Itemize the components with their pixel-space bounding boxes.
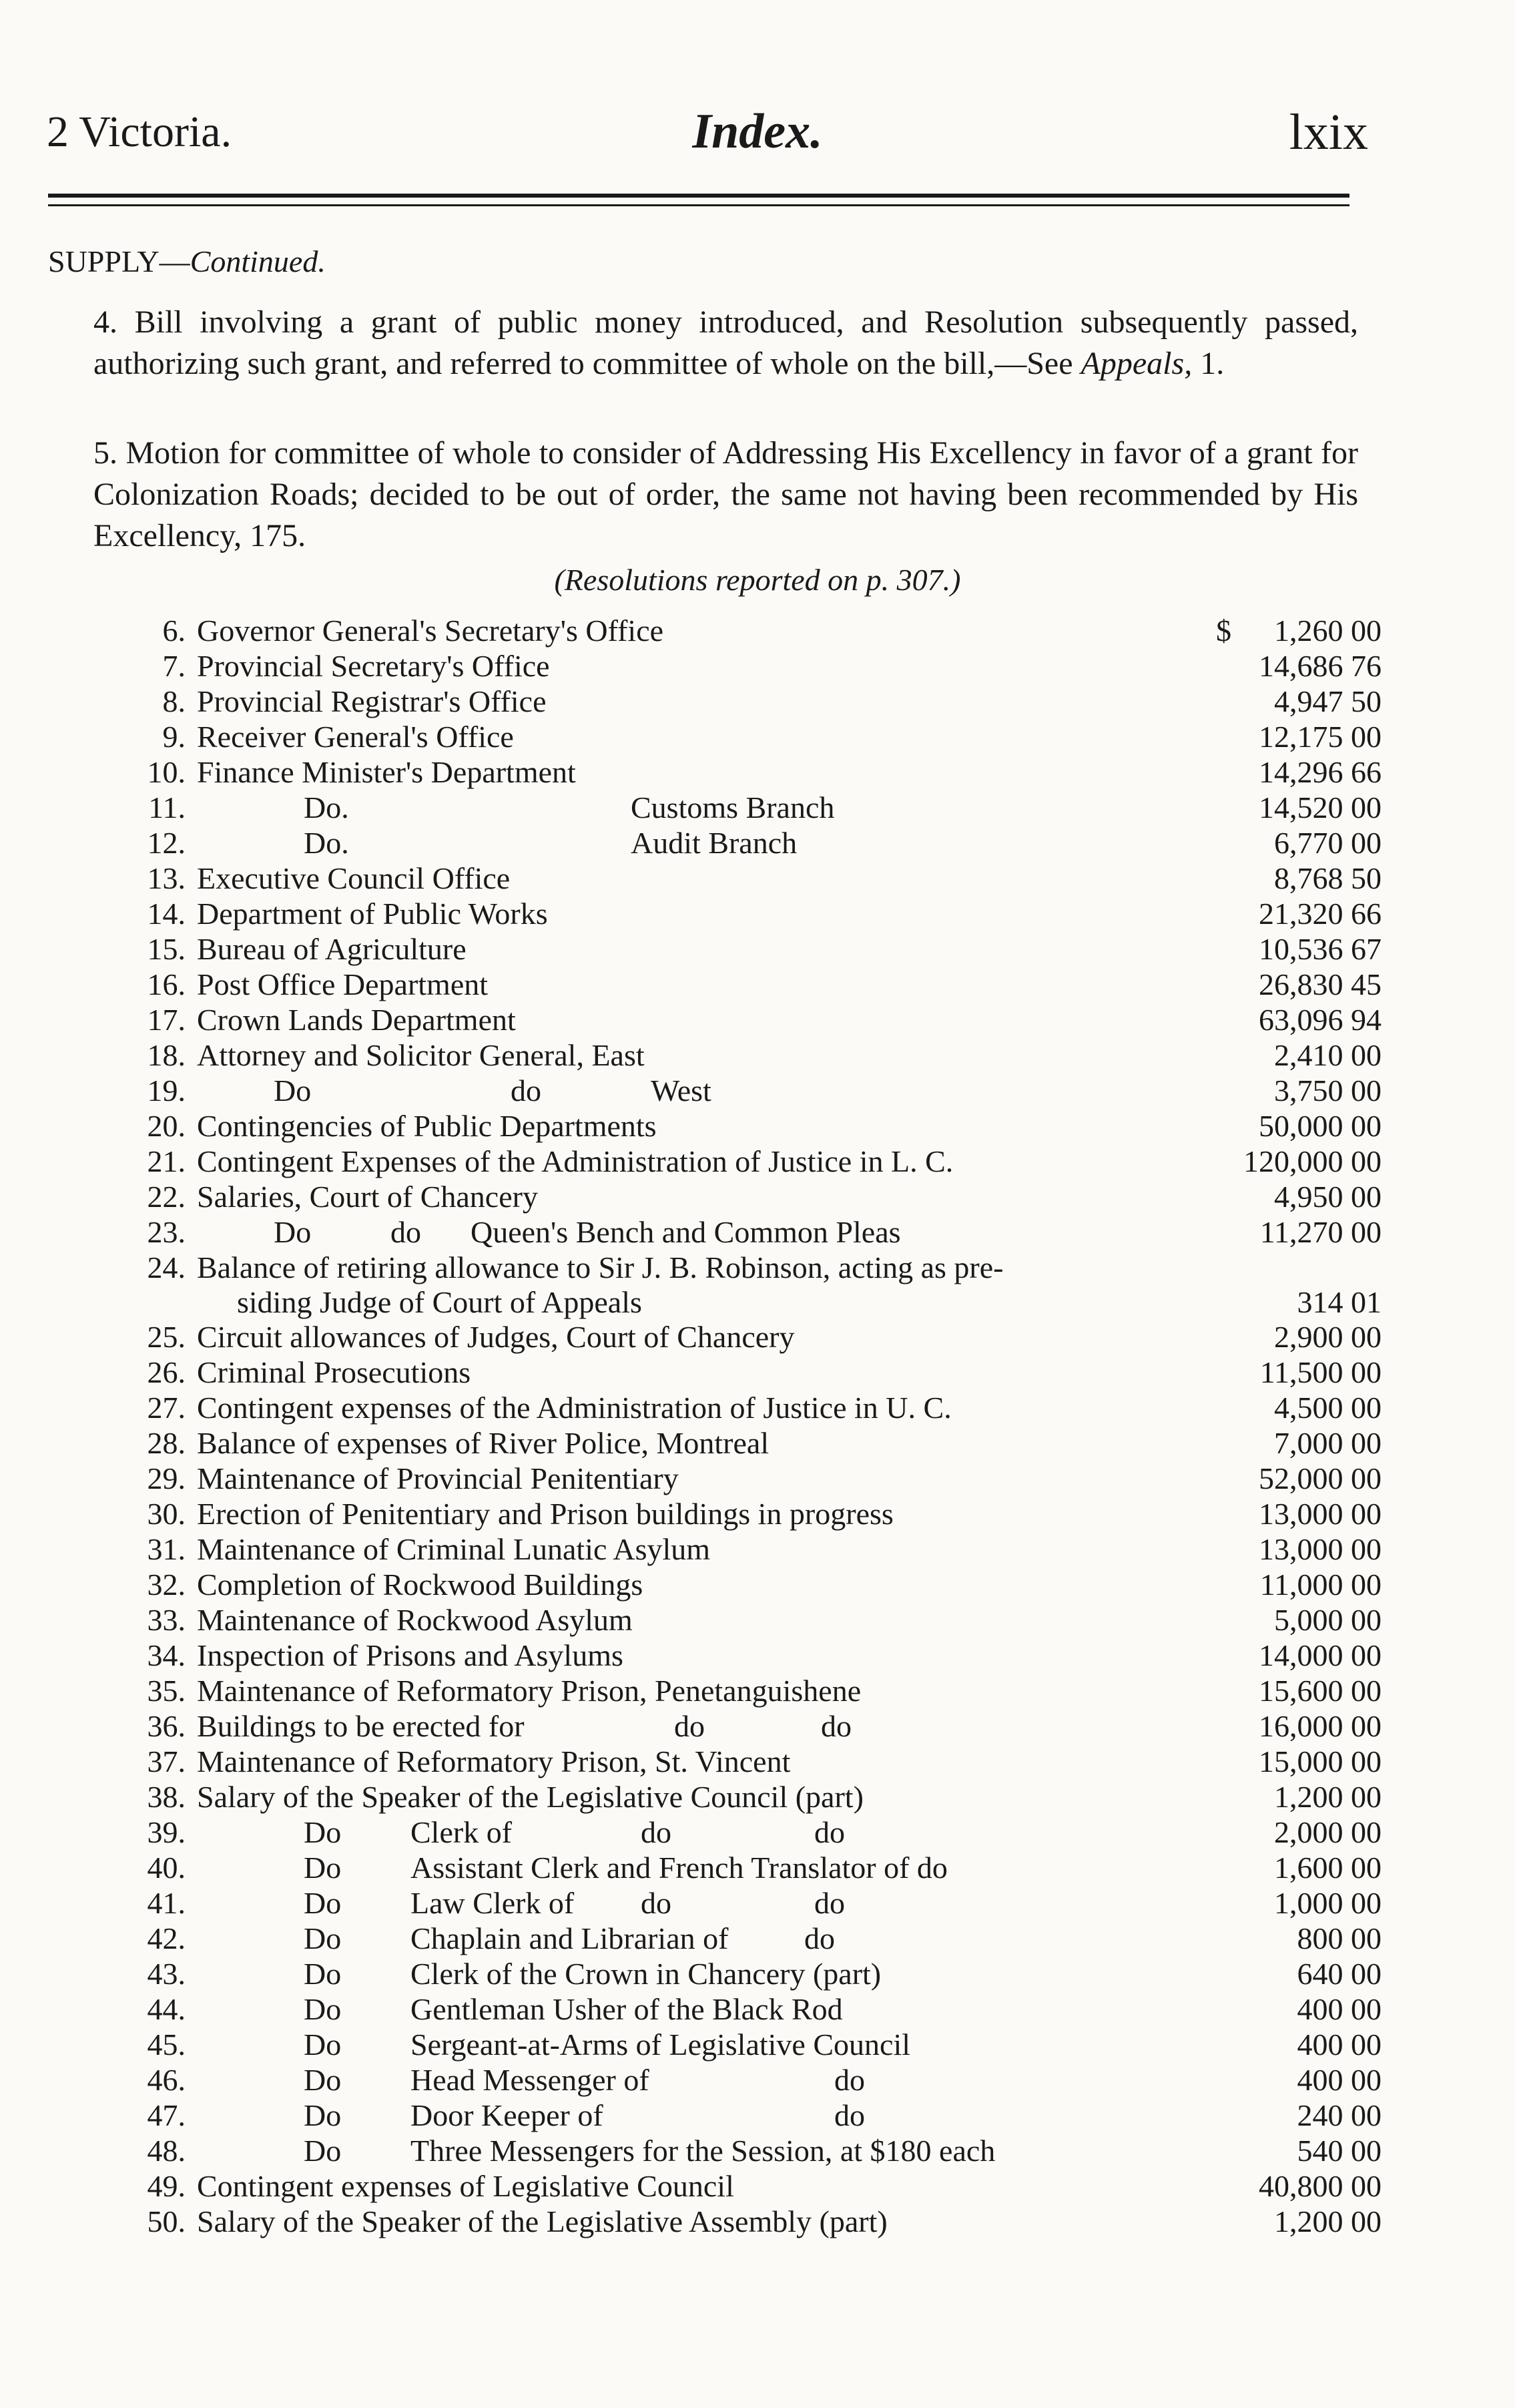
entry-description: [197, 1108, 657, 1144]
entry-ditto: do: [804, 1921, 835, 1955]
entry-description-part: Balance of expenses of River Police, Montreal: [197, 1426, 770, 1460]
entry-description-part: Gentleman Usher of the Black Rod: [410, 1992, 843, 2026]
table-row: [0, 1850, 1515, 1885]
entry-number: 14.: [147, 897, 186, 931]
entry-description-part: Buildings to be erected for: [197, 1709, 525, 1743]
entry-ditto: do: [641, 1815, 671, 1849]
entry-amount: 314 01: [1297, 1285, 1382, 1319]
entry-number: 21.: [147, 1144, 186, 1178]
entry-number: 38.: [147, 1780, 186, 1814]
table-row: [0, 1037, 1515, 1073]
table-row: [0, 1179, 1515, 1214]
entry-amount: 800 00: [1297, 1921, 1382, 1955]
entry-amount: 4,950 00: [1274, 1180, 1382, 1214]
entry-description-part: Provincial Registrar's Office: [197, 684, 547, 718]
entry-description-part: Maintenance of Criminal Lunatic Asylum: [197, 1532, 711, 1566]
entry-description: [197, 1425, 769, 1461]
entry-description: [197, 1037, 645, 1073]
entry-ditto: Do: [304, 1957, 342, 1991]
entry-description-part: Contingent expenses of the Administration of Justice in U. C.: [197, 1391, 952, 1425]
entry-number: 35.: [147, 1674, 186, 1708]
entry-description: [197, 896, 548, 931]
header-rule-thin: [48, 204, 1349, 206]
entry-number: 24.: [147, 1250, 186, 1284]
entry-number: 16.: [147, 967, 186, 1001]
entry-ditto: Do: [304, 1815, 342, 1849]
table-row: [0, 2168, 1515, 2204]
table-row: [0, 1108, 1515, 1144]
entry-number: 15.: [147, 932, 186, 966]
paragraph-reference-tail: 1.: [1192, 346, 1225, 381]
entry-description-part: Customs Branch: [631, 790, 835, 824]
entry-amount: 4,500 00: [1274, 1391, 1382, 1425]
entry-description-part: Department of Public Works: [197, 897, 548, 931]
entry-number: 18.: [147, 1038, 186, 1072]
entry-description-part: Maintenance of Reformatory Prison, St. Vincent: [197, 1744, 791, 1778]
entry-description-part: Door Keeper of: [410, 2098, 603, 2132]
entry-number: 43.: [147, 1957, 186, 1991]
entry-description: [197, 1638, 623, 1673]
entry-description-part: Balance of retiring allowance to Sir J. B. Robinson, acting as pre-: [197, 1250, 1004, 1284]
entry-description: [197, 613, 663, 648]
entry-number: 13.: [147, 861, 186, 895]
table-row: [0, 1885, 1515, 1921]
entry-amount: 26,830 45: [1259, 967, 1382, 1001]
entry-amount: 11,500 00: [1259, 1355, 1382, 1389]
entry-ditto: do: [834, 2063, 865, 2097]
entry-number: 45.: [147, 2027, 186, 2062]
entry-description-part: Maintenance of Reformatory Prison, Penetanguishene: [197, 1674, 862, 1708]
entry-amount: 52,000 00: [1259, 1461, 1382, 1495]
table-row: [0, 1073, 1515, 1108]
entry-number: 41.: [147, 1886, 186, 1920]
table-row: [0, 1531, 1515, 1567]
entry-number: 25.: [147, 1320, 186, 1354]
entry-amount: 8,768 50: [1274, 861, 1382, 895]
entry-description: [197, 1708, 852, 1744]
entry-ditto: Do.: [304, 790, 349, 824]
entry-ditto: Do: [304, 2027, 342, 2062]
entry-description: [197, 1319, 795, 1355]
entry-description-part: Executive Council Office: [197, 861, 511, 895]
entry-ditto: do: [641, 1886, 671, 1920]
entry-ditto: do: [511, 1073, 541, 1108]
entry-description-part: Post Office Department: [197, 967, 489, 1001]
entry-amount: 16,000 00: [1259, 1709, 1382, 1743]
table-row: [0, 1425, 1515, 1461]
table-row: [0, 1602, 1515, 1638]
entry-amount: 400 00: [1297, 2063, 1382, 2097]
entry-amount: 13,000 00: [1259, 1532, 1382, 1566]
entry-amount: 40,800 00: [1259, 2169, 1382, 2203]
entry-description-part: Provincial Secretary's Office: [197, 649, 550, 683]
entry-description-part: Law Clerk of: [410, 1886, 575, 1920]
entry-ditto: Do: [304, 1851, 342, 1885]
entry-ditto: Do: [304, 2063, 342, 2097]
entry-description: [197, 1144, 953, 1179]
entry-ditto: do: [390, 1215, 421, 1249]
entry-number: 48.: [147, 2134, 186, 2168]
table-row: [0, 2133, 1515, 2168]
entry-amount: 2,410 00: [1274, 1038, 1382, 1072]
entry-description-part: Maintenance of Provincial Penitentiary: [197, 1461, 679, 1495]
entry-amount: 400 00: [1297, 1992, 1382, 2026]
entry-amount: 1,260 00: [1274, 614, 1382, 648]
entry-ditto: do: [814, 1815, 845, 1849]
entry-ditto: Do: [304, 1992, 342, 2026]
entry-description-part: Audit Branch: [631, 826, 798, 860]
header-session: 2 Victoria.: [47, 107, 232, 156]
entry-amount: 15,000 00: [1259, 1744, 1382, 1778]
entry-description-part: Finance Minister's Department: [197, 755, 576, 789]
entry-amount: 5,000 00: [1274, 1603, 1382, 1637]
entry-amount: 2,900 00: [1274, 1320, 1382, 1354]
entry-description: [197, 754, 576, 790]
entry-description-part: Chaplain and Librarian of: [410, 1921, 729, 1955]
paragraph-text: 4. Bill involving a grant of public money introduced, and Resolution subsequently passed, authorizing such grant, and referred to committee of whole on the bill,—See: [93, 304, 1358, 381]
entry-description: [197, 1567, 643, 1602]
entry-number: 6.: [162, 614, 186, 648]
section-title-main: SUPPLY—: [48, 244, 190, 278]
section-title-italic: Continued.: [190, 244, 326, 278]
table-row: [0, 754, 1515, 790]
entry-ditto: Do: [274, 1215, 312, 1249]
table-row: [0, 1744, 1515, 1779]
table-row: [0, 1214, 1515, 1250]
entry-number: 17.: [147, 1003, 186, 1037]
entry-description-part: Governor General's Secretary's Office: [197, 614, 664, 648]
entry-number: 33.: [147, 1603, 186, 1637]
entry-amount: 1,200 00: [1274, 2204, 1382, 2238]
table-row: [0, 1779, 1515, 1815]
entry-description: [197, 1214, 901, 1250]
entry-number: 29.: [147, 1461, 186, 1495]
entry-description-part: Contingencies of Public Departments: [197, 1109, 657, 1143]
table-row: [0, 2027, 1515, 2062]
table-row: [0, 2062, 1515, 2098]
table-row: [0, 2098, 1515, 2133]
entry-number: 20.: [147, 1109, 186, 1143]
entry-amount: 640 00: [1297, 1957, 1382, 1991]
entry-description: [197, 967, 488, 1002]
entry-number: 9.: [162, 720, 186, 754]
table-row: [0, 967, 1515, 1002]
table-row: [0, 1144, 1515, 1179]
table-row: [0, 790, 1515, 825]
entry-amount: 540 00: [1297, 2134, 1382, 2168]
entry-amount: 400 00: [1297, 2027, 1382, 2062]
table-row: [0, 2204, 1515, 2239]
entry-ditto: do: [821, 1709, 852, 1743]
table-row: [0, 1390, 1515, 1425]
entry-amount: 240 00: [1297, 2098, 1382, 2132]
entry-amount: 11,000 00: [1259, 1568, 1382, 1602]
entry-amount: 12,175 00: [1259, 720, 1382, 754]
table-row: [0, 1991, 1515, 2027]
entry-number: 28.: [147, 1426, 186, 1460]
table-row: [0, 1673, 1515, 1708]
entry-amount: 1,000 00: [1274, 1886, 1382, 1920]
entry-description-part: Sergeant-at-Arms of Legislative Council: [410, 2027, 911, 2062]
entry-number: 34.: [147, 1638, 186, 1672]
entry-number: 7.: [162, 649, 186, 683]
entry-description-part: Clerk of: [410, 1815, 513, 1849]
entry-number: 8.: [162, 684, 186, 718]
entry-description: [197, 1531, 710, 1567]
entry-description-part: Salaries, Court of Chancery: [197, 1180, 538, 1214]
entry-description: [197, 648, 550, 684]
table-row: [0, 648, 1515, 684]
entry-ditto: Do.: [304, 826, 349, 860]
entry-number: 37.: [147, 1744, 186, 1778]
entry-description: [197, 1355, 471, 1390]
entry-amount: 13,000 00: [1259, 1497, 1382, 1531]
entry-description: [197, 1779, 864, 1815]
entry-number: 39.: [147, 1815, 186, 1849]
table-row: [0, 931, 1515, 967]
table-row: [0, 684, 1515, 719]
entry-ditto: Do: [274, 1073, 312, 1108]
entry-description-part: Crown Lands Department: [197, 1003, 516, 1037]
entry-description-part: Criminal Prosecutions: [197, 1355, 471, 1389]
header-page-number: lxix: [1289, 104, 1368, 160]
entry-description-part: Inspection of Prisons and Asylums: [197, 1638, 623, 1672]
entry-amount: 14,520 00: [1259, 790, 1382, 824]
entry-description: [197, 1496, 894, 1531]
entry-number: 47.: [147, 2098, 186, 2132]
entry-amount: 6,770 00: [1274, 826, 1382, 860]
entry-description-part: Contingent Expenses of the Administration of Justice in L. C.: [197, 1144, 954, 1178]
entry-amount: 1,600 00: [1274, 1851, 1382, 1885]
table-row: [0, 1708, 1515, 1744]
entry-ditto: do: [834, 2098, 865, 2132]
entry-amount: 120,000 00: [1243, 1144, 1382, 1178]
entry-description: [197, 1073, 711, 1108]
entry-number: 30.: [147, 1497, 186, 1531]
entry-ditto: do: [814, 1886, 845, 1920]
entry-description: [197, 1461, 679, 1496]
entry-number: 10.: [147, 755, 186, 789]
entry-description-part: Attorney and Solicitor General, East: [197, 1038, 645, 1072]
entry-description-part: Salary of the Speaker of the Legislative Council (part): [197, 1780, 864, 1814]
paragraph-4: [93, 302, 1358, 385]
table-row: [0, 896, 1515, 931]
entry-amount: 1,200 00: [1274, 1780, 1382, 1814]
entry-number: 11.: [148, 790, 186, 824]
entry-amount: 14,296 66: [1259, 755, 1382, 789]
entry-amount: 2,000 00: [1274, 1815, 1382, 1849]
entry-amount: 11,270 00: [1259, 1215, 1382, 1249]
entry-description-part: Erection of Penitentiary and Prison buildings in progress: [197, 1497, 894, 1531]
entry-ditto: Do: [304, 1886, 342, 1920]
entry-description-part: Maintenance of Rockwood Asylum: [197, 1603, 633, 1637]
entry-description: [197, 1602, 633, 1638]
entry-amount: 14,000 00: [1259, 1638, 1382, 1672]
entry-description-part: Completion of Rockwood Buildings: [197, 1568, 643, 1602]
entry-description-part: Clerk of the Crown in Chancery (part): [410, 1957, 882, 1991]
entry-description: [197, 719, 514, 754]
entry-description-continued: siding Judge of Court of Appeals: [237, 1285, 642, 1319]
entry-description: [197, 1250, 1003, 1285]
entry-amount: 21,320 66: [1259, 897, 1382, 931]
table-row: [0, 1319, 1515, 1355]
table-row: [0, 1250, 1515, 1319]
entry-number: 40.: [147, 1851, 186, 1885]
entry-amount: 4,947 50: [1274, 684, 1382, 718]
entry-description: [197, 1744, 790, 1779]
entry-number: 36.: [147, 1709, 186, 1743]
table-row: [0, 1921, 1515, 1956]
entry-description-part: Queen's Bench and Common Pleas: [471, 1215, 901, 1249]
entry-amount: 63,096 94: [1259, 1003, 1382, 1037]
entry-description-part: Contingent expenses of Legislative Council: [197, 2169, 734, 2203]
entry-description: [197, 684, 547, 719]
entry-ditto: Do: [304, 2134, 342, 2168]
entry-description: [197, 1673, 861, 1708]
paragraph-reference: Appeals,: [1081, 346, 1193, 381]
entry-number: 44.: [147, 1992, 186, 2026]
entry-description: [197, 1002, 516, 1037]
paragraph-5: [93, 433, 1358, 557]
entry-description: [197, 861, 510, 896]
entry-number: 50.: [147, 2204, 186, 2238]
entry-description: [197, 1179, 538, 1214]
header-title: Index.: [692, 104, 823, 159]
entry-description-part: West: [651, 1073, 711, 1108]
table-row: [0, 1815, 1515, 1850]
entry-number: 26.: [147, 1355, 186, 1389]
entry-number: 31.: [147, 1532, 186, 1566]
entry-description-part: Three Messengers for the Session, at $180 each: [410, 2134, 996, 2168]
table-row: [0, 1461, 1515, 1496]
table-row: [0, 1355, 1515, 1390]
table-row: [0, 1567, 1515, 1602]
supply-entries-list: [0, 613, 1515, 2239]
entry-description-part: Head Messenger of: [410, 2063, 649, 2097]
entry-amount: 3,750 00: [1274, 1073, 1382, 1108]
entry-number: 46.: [147, 2063, 186, 2097]
table-row: [0, 861, 1515, 896]
table-row: [0, 613, 1515, 648]
entry-ditto: Do: [304, 1921, 342, 1955]
table-row: [0, 1002, 1515, 1037]
entry-number: 42.: [147, 1921, 186, 1955]
entry-description-part: Salary of the Speaker of the Legislative Assembly (part): [197, 2204, 888, 2238]
entry-number: 12.: [147, 826, 186, 860]
entry-ditto: do: [674, 1709, 705, 1743]
entry-number: 49.: [147, 2169, 186, 2203]
entry-description: [197, 931, 467, 967]
entry-amount: 15,600 00: [1259, 1674, 1382, 1708]
entry-amount: 14,686 76: [1259, 649, 1382, 683]
currency-symbol: $: [1216, 614, 1231, 648]
entry-description-part: Receiver General's Office: [197, 720, 514, 754]
entry-description-part: Circuit allowances of Judges, Court of Chancery: [197, 1320, 795, 1354]
entry-description: [197, 1390, 952, 1425]
entry-number: 27.: [147, 1391, 186, 1425]
subheading: (Resolutions reported on p. 307.): [554, 563, 961, 597]
table-row: [0, 719, 1515, 754]
entry-number: 22.: [147, 1180, 186, 1214]
header-rule: [48, 194, 1349, 198]
entry-description-part: Assistant Clerk and French Translator of do: [410, 1851, 948, 1885]
entry-description: [197, 2168, 734, 2204]
entry-amount: 10,536 67: [1259, 932, 1382, 966]
entry-amount: 50,000 00: [1259, 1109, 1382, 1143]
entry-number: 23.: [147, 1215, 186, 1249]
entry-description: [197, 2204, 888, 2239]
entry-amount: 7,000 00: [1274, 1426, 1382, 1460]
entry-number: 19.: [147, 1073, 186, 1108]
table-row: [0, 825, 1515, 861]
section-title: [48, 244, 326, 279]
table-row: [0, 1956, 1515, 1991]
table-row: [0, 1496, 1515, 1531]
table-row: [0, 1638, 1515, 1673]
entry-ditto: Do: [304, 2098, 342, 2132]
entry-description-part: Bureau of Agriculture: [197, 932, 467, 966]
entry-number: 32.: [147, 1568, 186, 1602]
paragraph-text: 5. Motion for committee of whole to consider of Addressing His Excellency in favor of a grant for Colonization Roads; decided to be out of order, the same not having been recommended by His Excellency, 175.: [93, 435, 1358, 553]
